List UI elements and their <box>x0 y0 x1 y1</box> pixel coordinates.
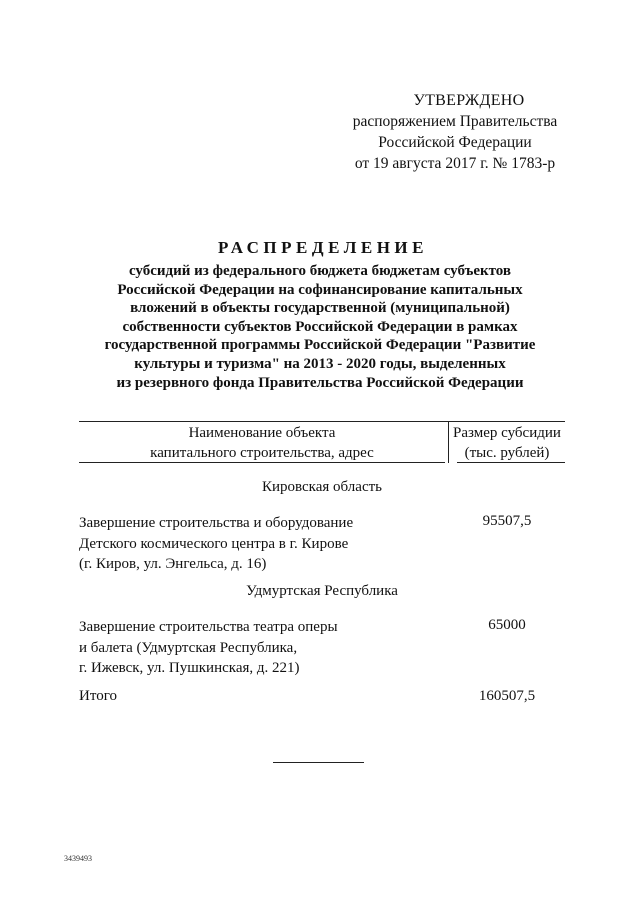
column-header-line: капитального строительства, адрес <box>150 445 374 461</box>
table-top-rule <box>79 421 565 422</box>
column-header-line: Наименование объекта <box>188 425 336 441</box>
subsidy-amount: 95507,5 <box>482 513 532 529</box>
approval-line: Российской Федерации <box>378 134 532 151</box>
subtitle-line: из резервного фонда Правительства Российской Федерации <box>116 374 524 391</box>
subtitle-line: вложений в объекты государственной (муниципальной) <box>130 300 510 317</box>
subsidy-amount: 65000 <box>488 617 526 633</box>
end-of-document-line <box>273 762 364 763</box>
column-header-line: (тыс. рублей) <box>464 445 550 461</box>
object-line: Завершение строительства театра оперы <box>79 619 338 635</box>
subtitle-line: культуры и туризма" на 2013 - 2020 годы, выделенных <box>134 355 506 372</box>
region-heading: Кировская область <box>261 479 382 495</box>
region-heading: Удмуртская Республика <box>246 583 398 599</box>
subtitle-line: Российской Федерации на софинансирование капитальных <box>117 281 523 298</box>
subtitle-line: государственной программы Российской Федерации "Развитие <box>104 337 536 354</box>
object-name <box>79 513 439 575</box>
object-line: Завершение строительства и оборудование <box>79 515 354 531</box>
column-header-amount <box>449 423 565 463</box>
approval-line: от 19 августа 2017 г. № 1783-р <box>354 155 556 172</box>
subtitle-line: субсидий из федерального бюджета бюджетам субъектов <box>128 263 512 279</box>
object-line: Детского космического центра в г. Кирове <box>79 535 349 552</box>
document-title: РАСПРЕДЕЛЕНИЕ <box>218 238 428 257</box>
column-header-object <box>79 423 445 463</box>
object-line: и балета (Удмуртская Республика, <box>79 639 298 656</box>
object-line: (г. Киров, ул. Энгельса, д. 16) <box>79 556 267 572</box>
document-subtitle <box>60 262 580 392</box>
object-line: г. Ижевск, ул. Пушкинская, д. 221) <box>79 660 300 676</box>
approval-line: распоряжением Правительства <box>352 113 558 130</box>
table-header <box>79 421 565 463</box>
column-header-line: Размер субсидии <box>453 425 561 441</box>
footer-code: 3439493 <box>64 854 92 863</box>
total-label: Итого <box>79 688 117 704</box>
subtitle-line: собственности субъектов Российской Федерации в рамках <box>122 318 518 335</box>
approval-heading: УТВЕРЖДЕНО <box>413 92 525 109</box>
object-name <box>79 617 439 679</box>
total-value: 160507,5 <box>478 688 536 704</box>
approval-stamp <box>330 90 580 174</box>
